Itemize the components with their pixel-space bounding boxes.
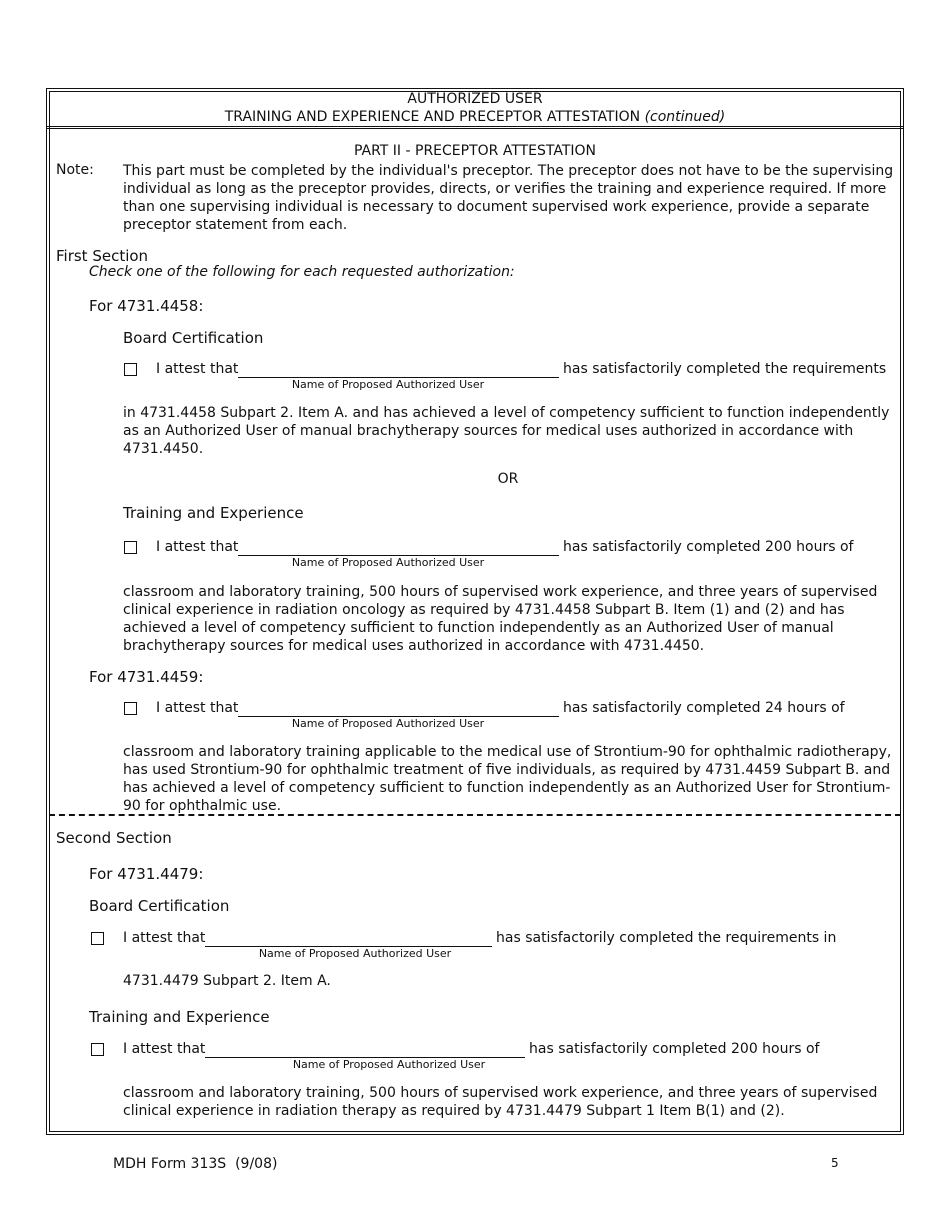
attest-trailing-4: has satisfactorily completed the requirements in [496, 930, 837, 946]
attest-continuation-1: in 4731.4458 Subpart 2. Item A. and has achieved a level of competency sufficient to function independently as an Authorized User of manual brachytherapy sources for medical uses authorized in accordance with 4731.4450. [123, 405, 890, 457]
attest-checkbox-3[interactable] [124, 702, 137, 715]
name-caption-3: Name of Proposed Authorized User [291, 717, 485, 730]
name-caption-2: Name of Proposed Authorized User [291, 556, 485, 569]
for-4459-heading: For 4731.4459: [89, 668, 204, 686]
attest-label-1: I attest that [156, 361, 239, 377]
attest-label-3: I attest that [156, 700, 239, 716]
or-separator: OR [497, 471, 519, 487]
attest-continuation-5: classroom and laboratory training, 500 hours of supervised work experience, and three years of supervised clinical experience in radiation therapy as required by 4731.4479 Subpart 1 Item B(1) and (2). [123, 1085, 878, 1119]
attest-checkbox-5[interactable] [91, 1043, 104, 1056]
attest-continuation-3: classroom and laboratory training applicable to the medical use of Strontium-90 for ophthalmic radiotherapy, has used Strontium-90 for ophthalmic treatment of five individuals, as required by 4731.4459 Subpart B. and has achieved a level of competency sufficient to function independently as an Authorized User for Strontium-90 for ophthalmic use. [123, 744, 892, 814]
second-section-heading: Second Section [56, 829, 172, 847]
page-number: 5 [831, 1156, 839, 1170]
attest-label-2: I attest that [156, 539, 239, 555]
header-divider-bottom [46, 128, 904, 129]
name-caption-5: Name of Proposed Authorized User [292, 1058, 486, 1071]
attest-continuation-2: classroom and laboratory training, 500 hours of supervised work experience, and three years of supervised clinical experience in radiation oncology as required by 4731.4458 Subpart B. Item (1) and (2) and has achieved a level of competency sufficient to function independently as an Authorized User of manual brachytherapy sources for medical uses authorized in accordance with 4731.4450. [123, 584, 878, 654]
name-caption-4: Name of Proposed Authorized User [258, 947, 452, 960]
board-certification-heading-2: Board Certification [89, 897, 230, 915]
part-title: PART II - PRECEPTOR ATTESTATION [353, 143, 597, 159]
form-title-line1: AUTHORIZED USER [407, 91, 543, 107]
attest-label-4: I attest that [123, 930, 206, 946]
attest-checkbox-4[interactable] [91, 932, 104, 945]
for-4458-heading: For 4731.4458: [89, 297, 204, 315]
board-certification-heading-1: Board Certification [123, 329, 264, 347]
attest-continuation-4: 4731.4479 Subpart 2. Item A. [123, 973, 331, 989]
form-title-continued: (continued) [644, 109, 726, 125]
training-experience-heading-2: Training and Experience [89, 1008, 270, 1026]
training-experience-heading-1: Training and Experience [123, 504, 304, 522]
for-4479-heading: For 4731.4479: [89, 865, 204, 883]
form-title-line2 [49, 109, 901, 125]
attest-trailing-5: has satisfactorily completed 200 hours of [529, 1041, 820, 1057]
form-date: (9/08) [235, 1156, 278, 1172]
name-caption-1: Name of Proposed Authorized User [291, 378, 485, 391]
section-divider [49, 814, 901, 816]
attest-checkbox-2[interactable] [124, 541, 137, 554]
attest-trailing-3: has satisfactorily completed 24 hours of [563, 700, 845, 716]
attest-label-5: I attest that [123, 1041, 206, 1057]
note-text: This part must be completed by the individual's preceptor. The preceptor does not have to be the supervising individual as long as the preceptor provides, directs, or verifies the training and experience required. If more than one supervising individual is necessary to document supervised work experience, provide a separate preceptor statement from each. [123, 163, 894, 233]
form-id: MDH Form 313S [113, 1156, 227, 1172]
attest-checkbox-1[interactable] [124, 363, 137, 376]
form-identifier [113, 1156, 277, 1172]
attest-trailing-1: has satisfactorily completed the requirements [563, 361, 887, 377]
header-divider-top [46, 126, 904, 127]
note-label: Note: [56, 162, 94, 178]
attest-trailing-2: has satisfactorily completed 200 hours of [563, 539, 854, 555]
form-title-main: TRAINING AND EXPERIENCE AND PRECEPTOR ATTESTATION [224, 109, 641, 125]
first-section-instruction: Check one of the following for each requested authorization: [89, 264, 515, 280]
first-section-heading: First Section [56, 247, 149, 265]
